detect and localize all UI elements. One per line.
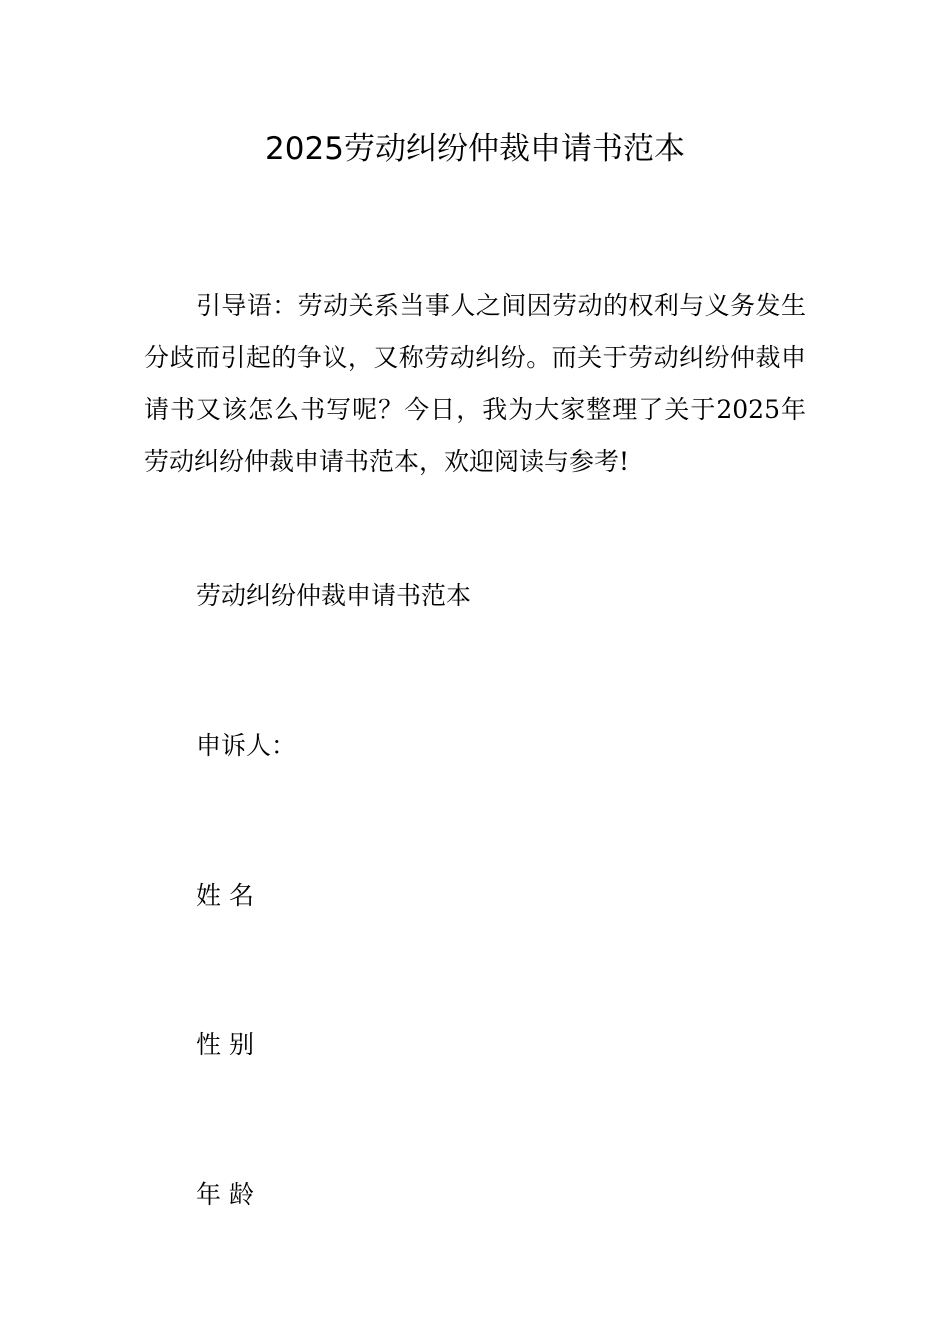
field-label-age: 年 龄 (196, 1180, 254, 1209)
field-label-gender: 性 别 (196, 1030, 254, 1059)
document-title: 2025劳动纠纷仲裁申请书范本 (265, 131, 685, 167)
intro-paragraph: 引导语：劳动关系当事人之间因劳动的权利与义务发生分歧而引起的争议，又称劳动纠纷。而关于劳动纠纷仲裁申请书又该怎么书写呢？今日，我为大家整理了关于2025年劳动纠纷仲裁申请书范本，欢迎阅读与参考! (144, 291, 806, 476)
field-label-name: 姓 名 (196, 881, 254, 910)
complainant-label: 申诉人： (196, 731, 297, 760)
section-heading: 劳动纠纷仲裁申请书范本 (196, 581, 472, 610)
